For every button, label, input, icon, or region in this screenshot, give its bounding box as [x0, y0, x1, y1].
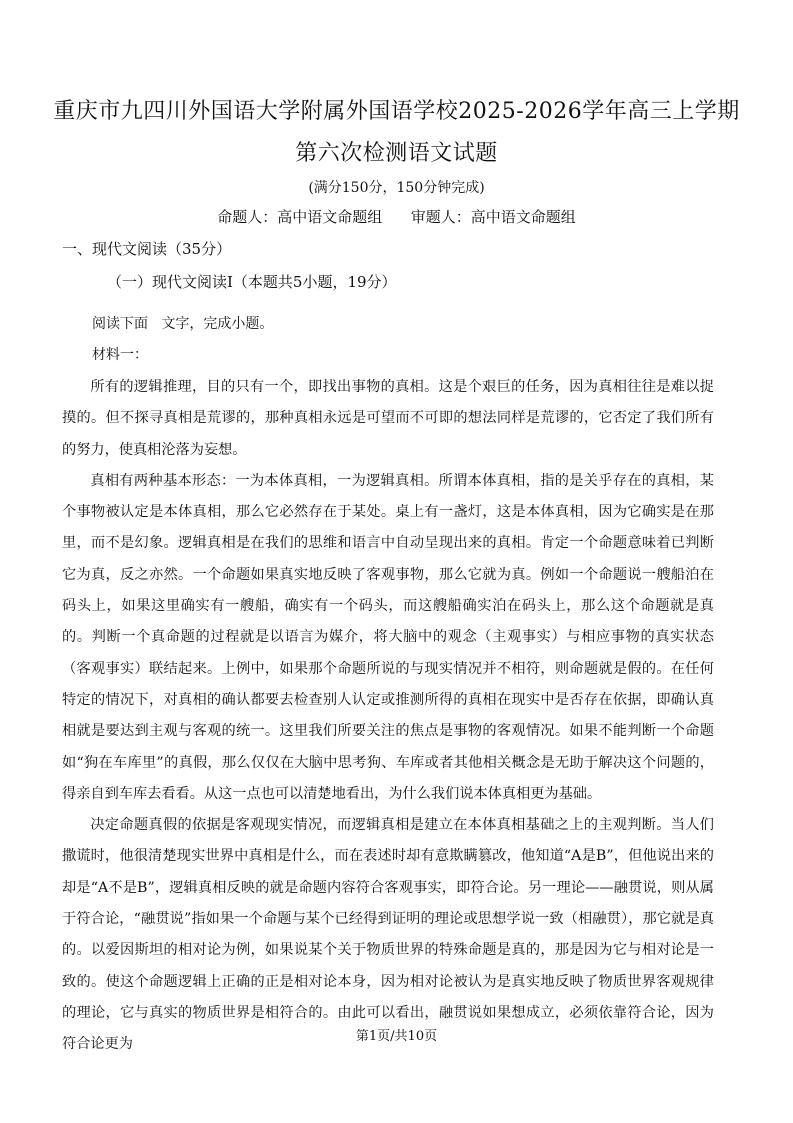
reading-instruction: 阅读下面 文字，完成小题。 — [92, 316, 274, 332]
exam-title-line1: 重庆市九四川外国语大学附属外国语学校2025-2026学年高三上学期 — [53, 99, 740, 124]
exam-title-line2: 第六次检测语文试题 — [295, 141, 498, 166]
paragraph: 决定命题真假的依据是客观现实情况，而逻辑真相是建立在本体真相基础之上的主观判断。当人们撒谎时，他很清楚现实世界中真相是什么，而在表述时却有意欺瞒篡改，他知道“A是B”，但他说出来的却是“A不是B”，逻辑真相反映的就是命题内容符合客观事实，即符合论。另一理论——融贯说，则从属于符合论，“融贯说”指如果一个命题与某个已经得到证明的理论或思想学说一致（相融贯），那它就是真的。以爱因斯坦的相对论为例，如果说某个关于物质世界的特殊命题是真的，那是因为它与相对论是一致的。使这个命题逻辑上正确的正是相对论本身，因为相对论被认为是真实地反映了物质世界客观规律的理论，它与真实的物质世界是相符合的。由此可以看出，融贯说如果想成立，必须依靠符合论，因为符合论更为 — [62, 817, 714, 1053]
section-heading: 一、现代文阅读（35分） — [62, 240, 232, 258]
exam-subtitle: (满分150分，150分钟完成) — [308, 180, 485, 196]
sub-section-heading: （一）现代文阅读Ⅰ（本题共5小题，19分） — [107, 273, 397, 291]
exam-makers: 命题人：高中语文命题组 审题人：高中语文命题组 — [217, 208, 576, 226]
paragraph: 所有的逻辑推理，目的只有一个，即找出事物的真相。这是个艰巨的任务，因为真相往往是难以捉摸的。但不探寻真相是荒谬的，那种真相永远是可望而不可即的想法同样是荒谬的，它否定了我们所有的努力，使真相沦落为妄想。 — [62, 379, 714, 458]
paragraph: 真相有两种基本形态：一为本体真相，一为逻辑真相。所谓本体真相，指的是关乎存在的真相，某个事物被认定是本体真相，那么它必然存在于某处。桌上有一盏灯，这是本体真相，因为它确实是在那里，而不是幻象。逻辑真相是在我们的思维和语言中自动呈现出来的真相。肯定一个命题意味着已判断它为真，反之亦然。一个命题如果真实地反映了客观事物，那么它就为真。例如一个命题说一艘船泊在码头上，如果这里确实有一艘船，确实有一个码头，而这艘船确实泊在码头上，那么这个命题就是真的。判断一个真命题的过程就是以语言为媒介，将大脑中的观念（主观事实）与相应事物的真实状态（客观事实）联结起来。上例中，如果那个命题所说的与现实情况并不相符，则命题就是假的。在任何特定的情况下，对真相的确认都要去检查别人认定或推测所得的真相在现实中是否存在依据，即确认真相就是要达到主观与客观的统一。这里我们所要关注的焦点是事物的客观情况。如果不能判断一个命题如“狗在车库里”的真假，那么仅仅在大脑中思考狗、车库或者其他相关概念是无助于解决这个问题的，得亲自到车库去看看。从这一点也可以清楚地看出，为什么我们说本体真相更为基础。 — [62, 472, 714, 802]
page-footer: 第1页/共10页 — [355, 1029, 438, 1044]
material-label: 材料一： — [92, 347, 148, 363]
passage-body — [62, 372, 714, 1061]
